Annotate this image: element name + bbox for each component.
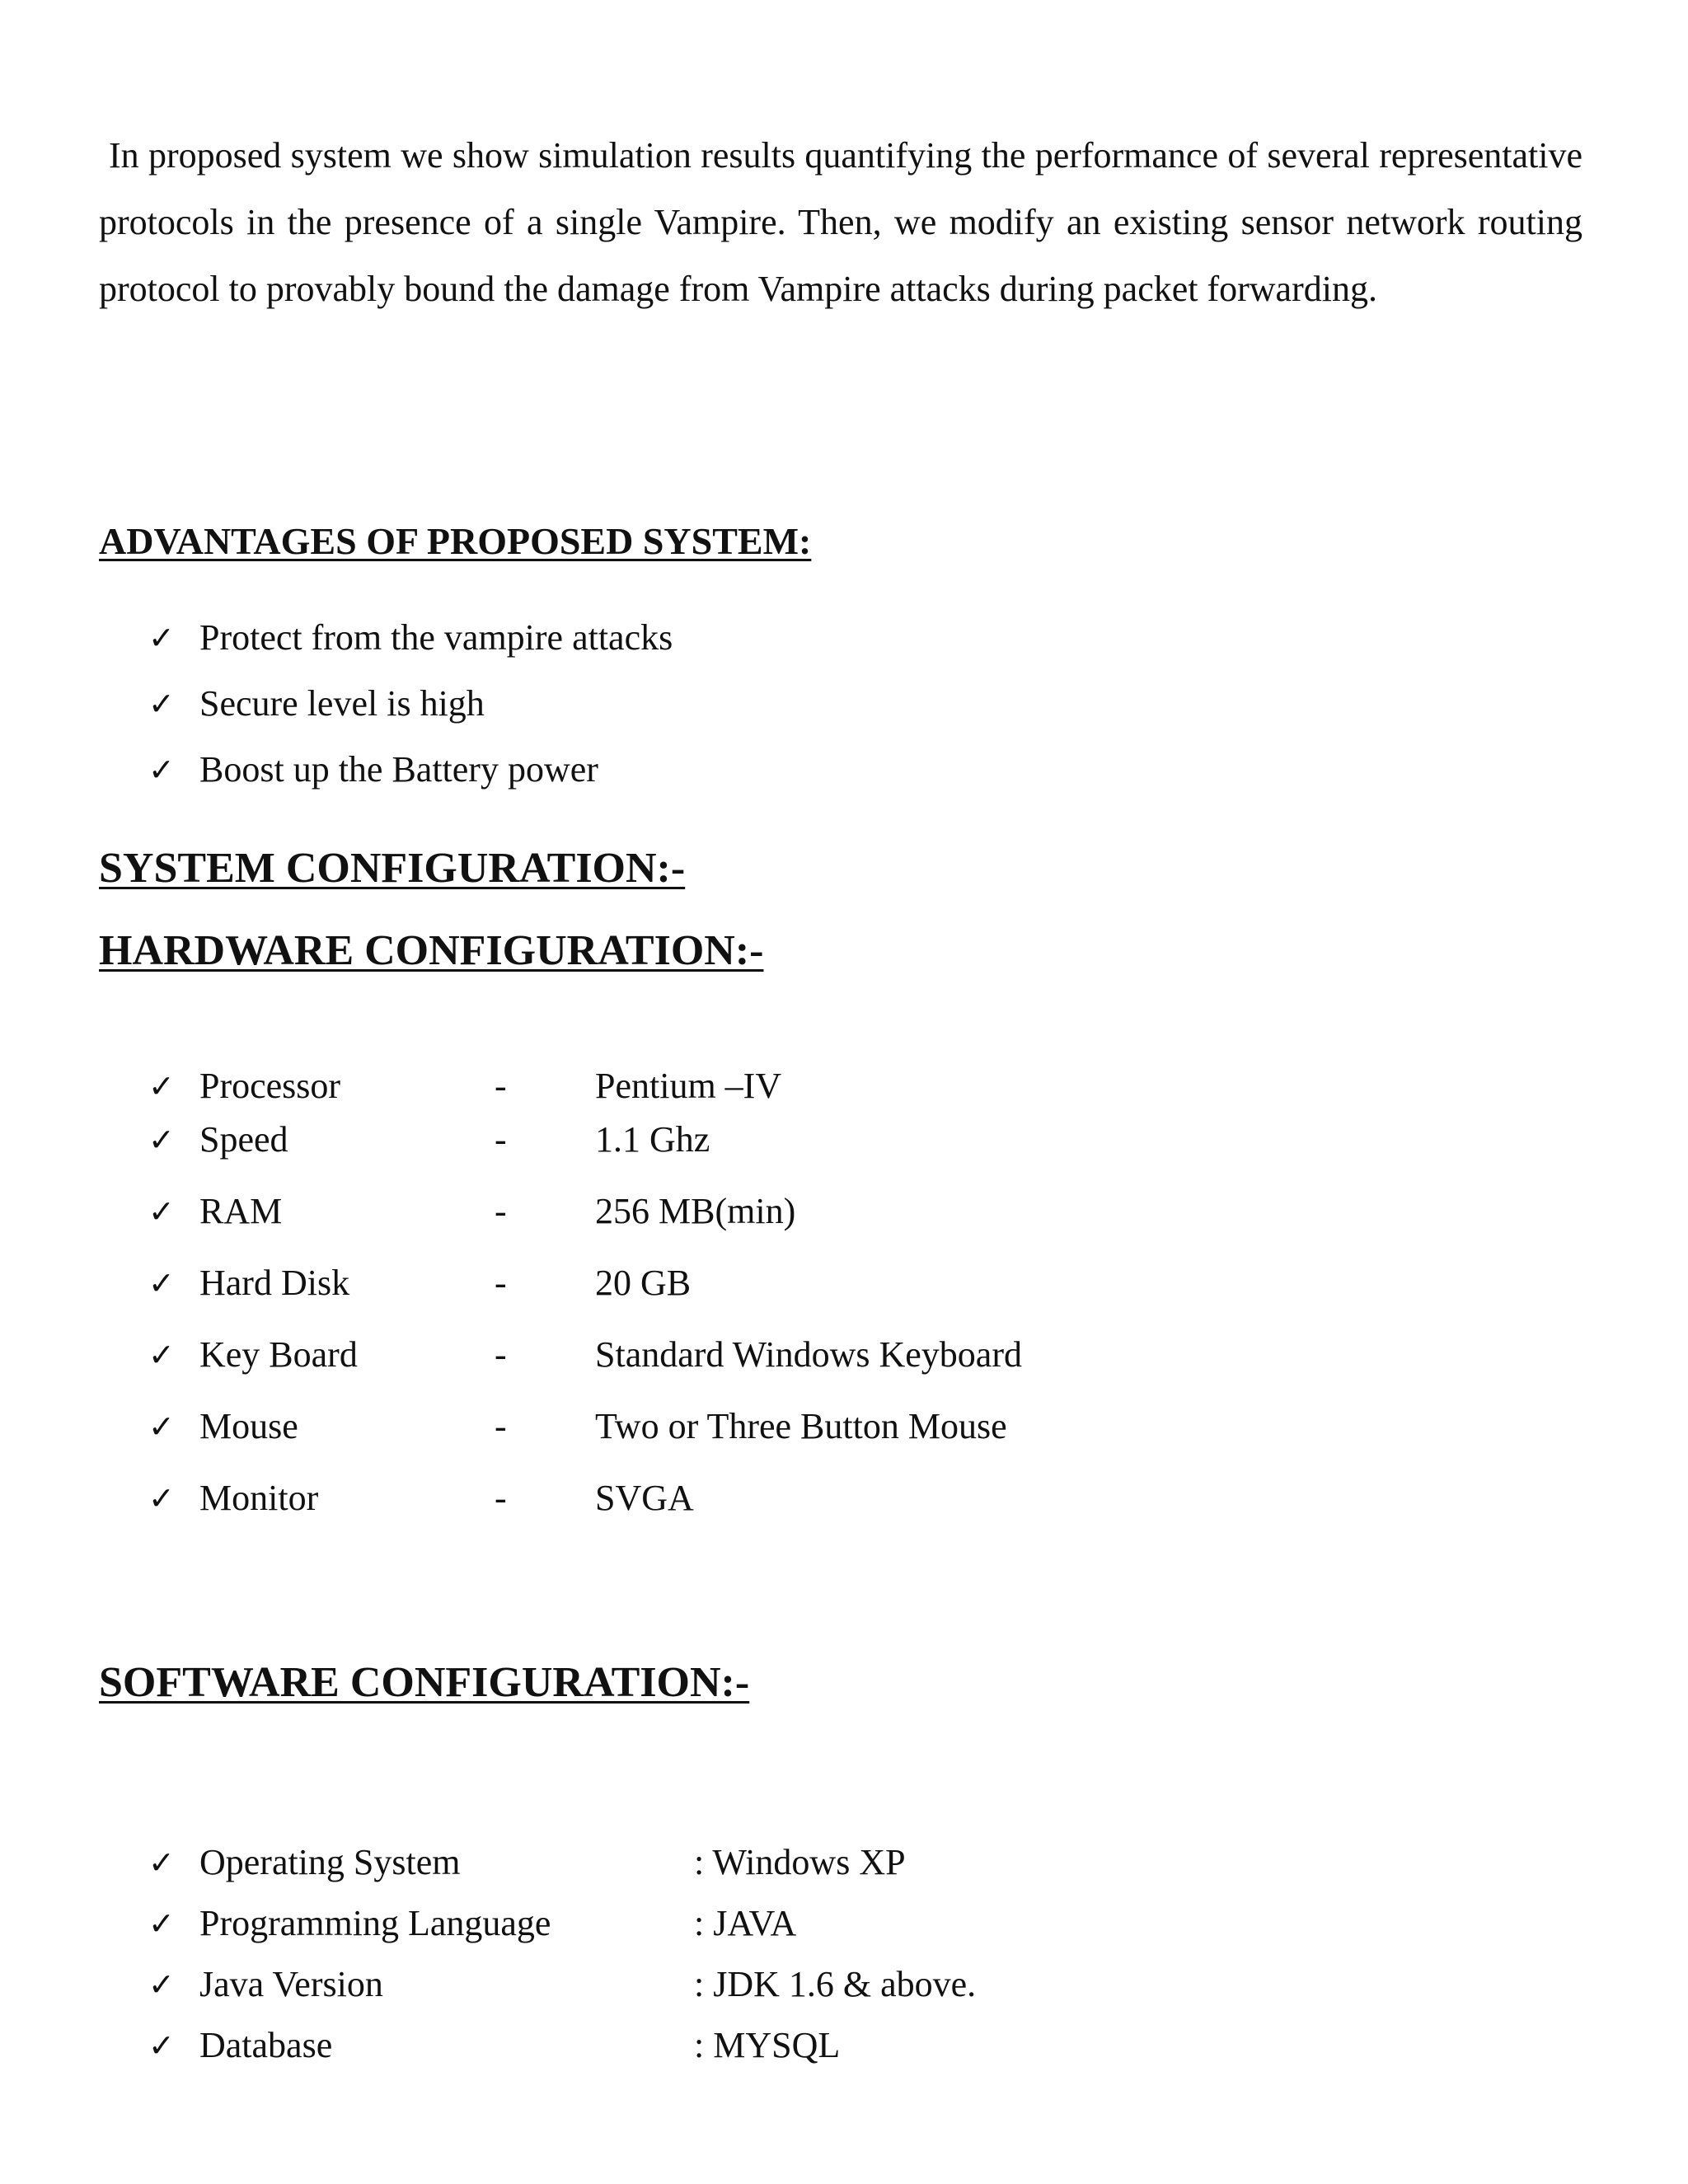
advantages-heading: ADVANTAGES OF PROPOSED SYSTEM: — [99, 520, 812, 562]
check-mark-icon: ✓ — [148, 1408, 175, 1445]
software-value: : JAVA — [694, 1903, 797, 1943]
separator-dash: - — [495, 1191, 507, 1231]
system-configuration-heading: SYSTEM CONFIGURATION:- — [99, 845, 686, 892]
software-value: : Windows XP — [694, 1842, 906, 1882]
check-mark-icon: ✓ — [148, 1068, 175, 1104]
software-value: : JDK 1.6 & above. — [694, 1964, 977, 2004]
hardware-label: RAM — [199, 1191, 283, 1231]
separator-dash: - — [495, 1066, 507, 1106]
hardware-value: Two or Three Button Mouse — [595, 1406, 1007, 1446]
separator-dash: - — [495, 1406, 507, 1446]
check-mark-icon: ✓ — [148, 1193, 175, 1230]
hardware-value: 1.1 Ghz — [595, 1119, 710, 1160]
advantage-text: Protect from the vampire attacks — [199, 617, 673, 658]
check-mark-icon: ✓ — [148, 1844, 175, 1881]
software-label: Programming Language — [199, 1903, 551, 1943]
software-label: Java Version — [199, 1964, 383, 2004]
hardware-label: Hard Disk — [199, 1263, 350, 1303]
hardware-label: Mouse — [199, 1406, 298, 1446]
separator-dash: - — [495, 1263, 507, 1303]
software-value: : MYSQL — [694, 2025, 841, 2065]
hardware-label: Monitor — [199, 1478, 319, 1518]
check-mark-icon: ✓ — [148, 620, 175, 656]
check-mark-icon: ✓ — [148, 686, 175, 722]
intro-paragraph: In proposed system we show simulation results quantifying the performance of several representative protocols in the presence of a single Vampire. Then, we modify an existing sensor network routing protocol to provably bound the damage from Vampire attacks during packet forwarding. — [99, 135, 1582, 309]
hardware-value: Pentium –IV — [595, 1066, 782, 1106]
hardware-value: Standard Windows Keyboard — [595, 1334, 1022, 1375]
check-mark-icon: ✓ — [148, 1122, 175, 1158]
check-mark-icon: ✓ — [148, 1905, 175, 1942]
advantage-text: Secure level is high — [199, 683, 485, 724]
hardware-label: Processor — [199, 1066, 341, 1106]
hardware-value: SVGA — [595, 1478, 694, 1518]
hardware-value: 256 MB(min) — [595, 1191, 796, 1231]
separator-dash: - — [495, 1119, 507, 1160]
software-label: Operating System — [199, 1842, 461, 1882]
check-mark-icon: ✓ — [148, 752, 175, 788]
hardware-label: Speed — [199, 1119, 288, 1160]
check-mark-icon: ✓ — [148, 1966, 175, 2003]
check-mark-icon: ✓ — [148, 1265, 175, 1301]
hardware-label: Key Board — [199, 1334, 358, 1375]
software-configuration-heading: SOFTWARE CONFIGURATION:- — [99, 1659, 750, 1706]
advantage-text: Boost up the Battery power — [199, 749, 598, 790]
hardware-configuration-heading: HARDWARE CONFIGURATION:- — [99, 927, 764, 974]
check-mark-icon: ✓ — [148, 2027, 175, 2064]
check-mark-icon: ✓ — [148, 1337, 175, 1373]
separator-dash: - — [495, 1334, 507, 1375]
software-label: Database — [199, 2025, 333, 2065]
check-mark-icon: ✓ — [148, 1480, 175, 1516]
hardware-value: 20 GB — [595, 1263, 692, 1303]
separator-dash: - — [495, 1478, 507, 1518]
